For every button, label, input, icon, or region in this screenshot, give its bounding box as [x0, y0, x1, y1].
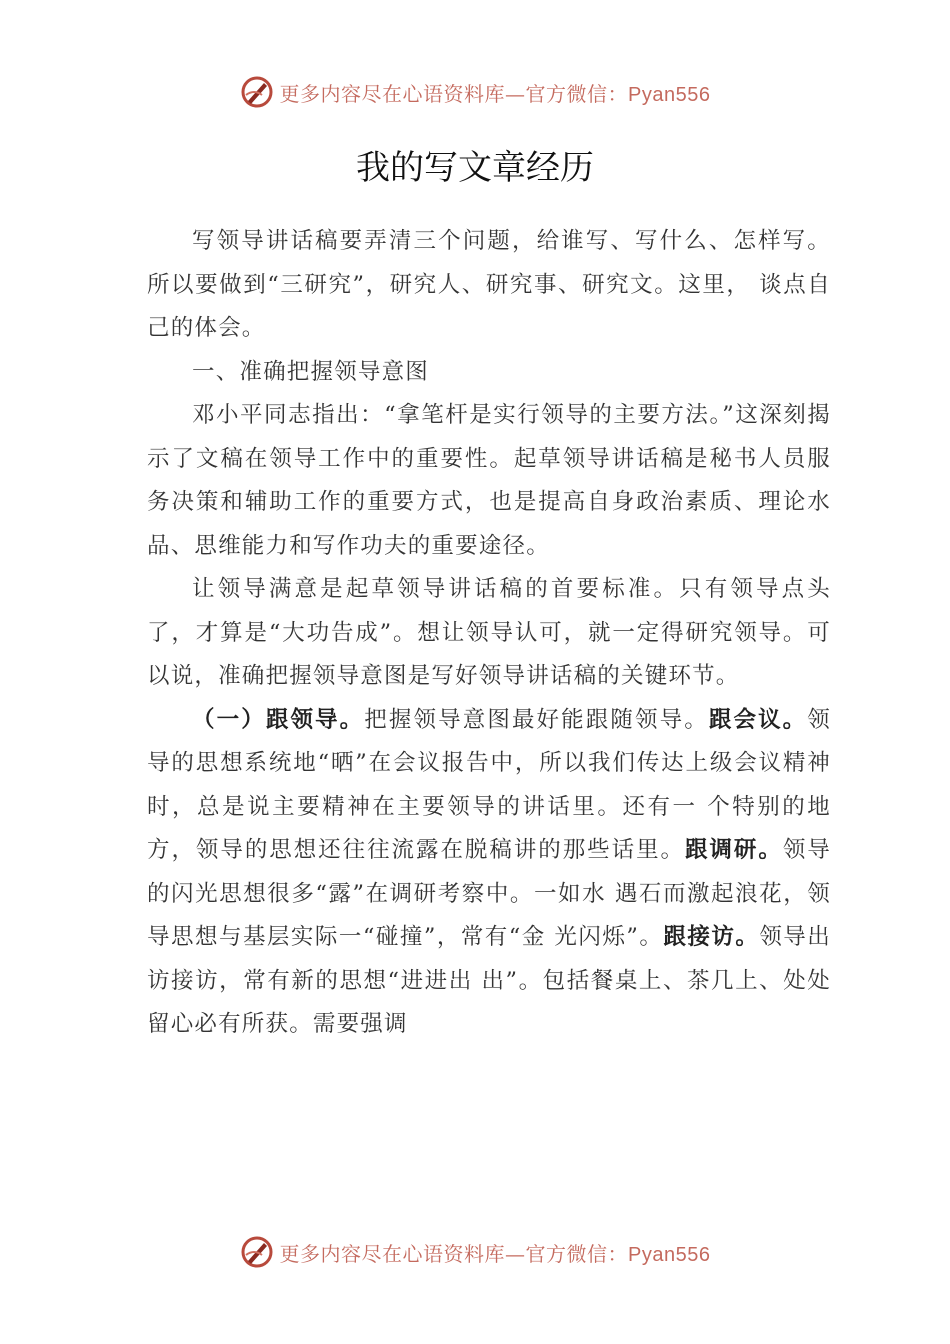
document-body — [147, 220, 831, 1047]
bold-follow-meeting: 跟会议。 — [708, 706, 808, 733]
pen-seal-icon — [240, 75, 274, 109]
bold-follow-visits: 跟接访。 — [663, 924, 760, 950]
paragraph-intro: 写领导讲话稿要弄清三个问题，给谁写、写什么、怎样写。所以要做到“三研究”，研究人、研究事、研究文。这里， 谈点自己的体会。 — [147, 228, 831, 341]
pen-seal-icon — [240, 1235, 274, 1269]
section-heading: 一、准确把握领导意图 — [192, 358, 430, 385]
paragraph-satisfaction: 让领导满意是起草领导讲话稿的首要标准。只有领导点头了，才算是“大功告成”。想让领导认可，就一定得研究领导。可以说，准确把握领导意图是写好领导讲话稿的关键环节。 — [147, 576, 831, 689]
page-title: 我的写文章经历 — [356, 148, 594, 188]
paragraph-follow-leader: （一）跟领导。把握领导意图最好能跟随领导。跟会议。领导的思想系统地“晒”在会议报告中，所以我们传达上级会议精神时，总是说主要精神在主要领导的讲话里。还有一 个特别的地方，领导的思想还往往流露在脱稿讲的那些话里。跟调研。领导的闪光思想很多“露”在调研考察中。一如水 遇石而激起浪花，领导思想与基层实际一“碰撞”，常有“金 光闪烁”。跟接访。领导出访接访，常有新的思想“进进出 出”。包括餐桌上、茶几上、处处留心必有所获。需要强调 — [147, 706, 831, 1037]
bold-follow-research: 跟调研。 — [685, 837, 783, 863]
footer-banner — [0, 1232, 950, 1272]
banner-text: 更多内容尽在心语资料库—官方微信：Pyan556 — [279, 81, 711, 106]
header-banner — [0, 72, 950, 112]
paragraph-deng: 邓小平同志指出：“拿笔杆是实行领导的主要方法。”这深刻揭示了文稿在领导工作中的重要性。起草领导讲话稿是秘书人员服务决策和辅助工作的重要方式，也是提高自身政治素质、理论水品、思维能力和写作功夫的重要途径。 — [147, 402, 831, 559]
bold-follow-leader: （一）跟领导。 — [192, 706, 365, 733]
banner-text: 更多内容尽在心语资料库—官方微信：Pyan556 — [279, 1241, 711, 1266]
